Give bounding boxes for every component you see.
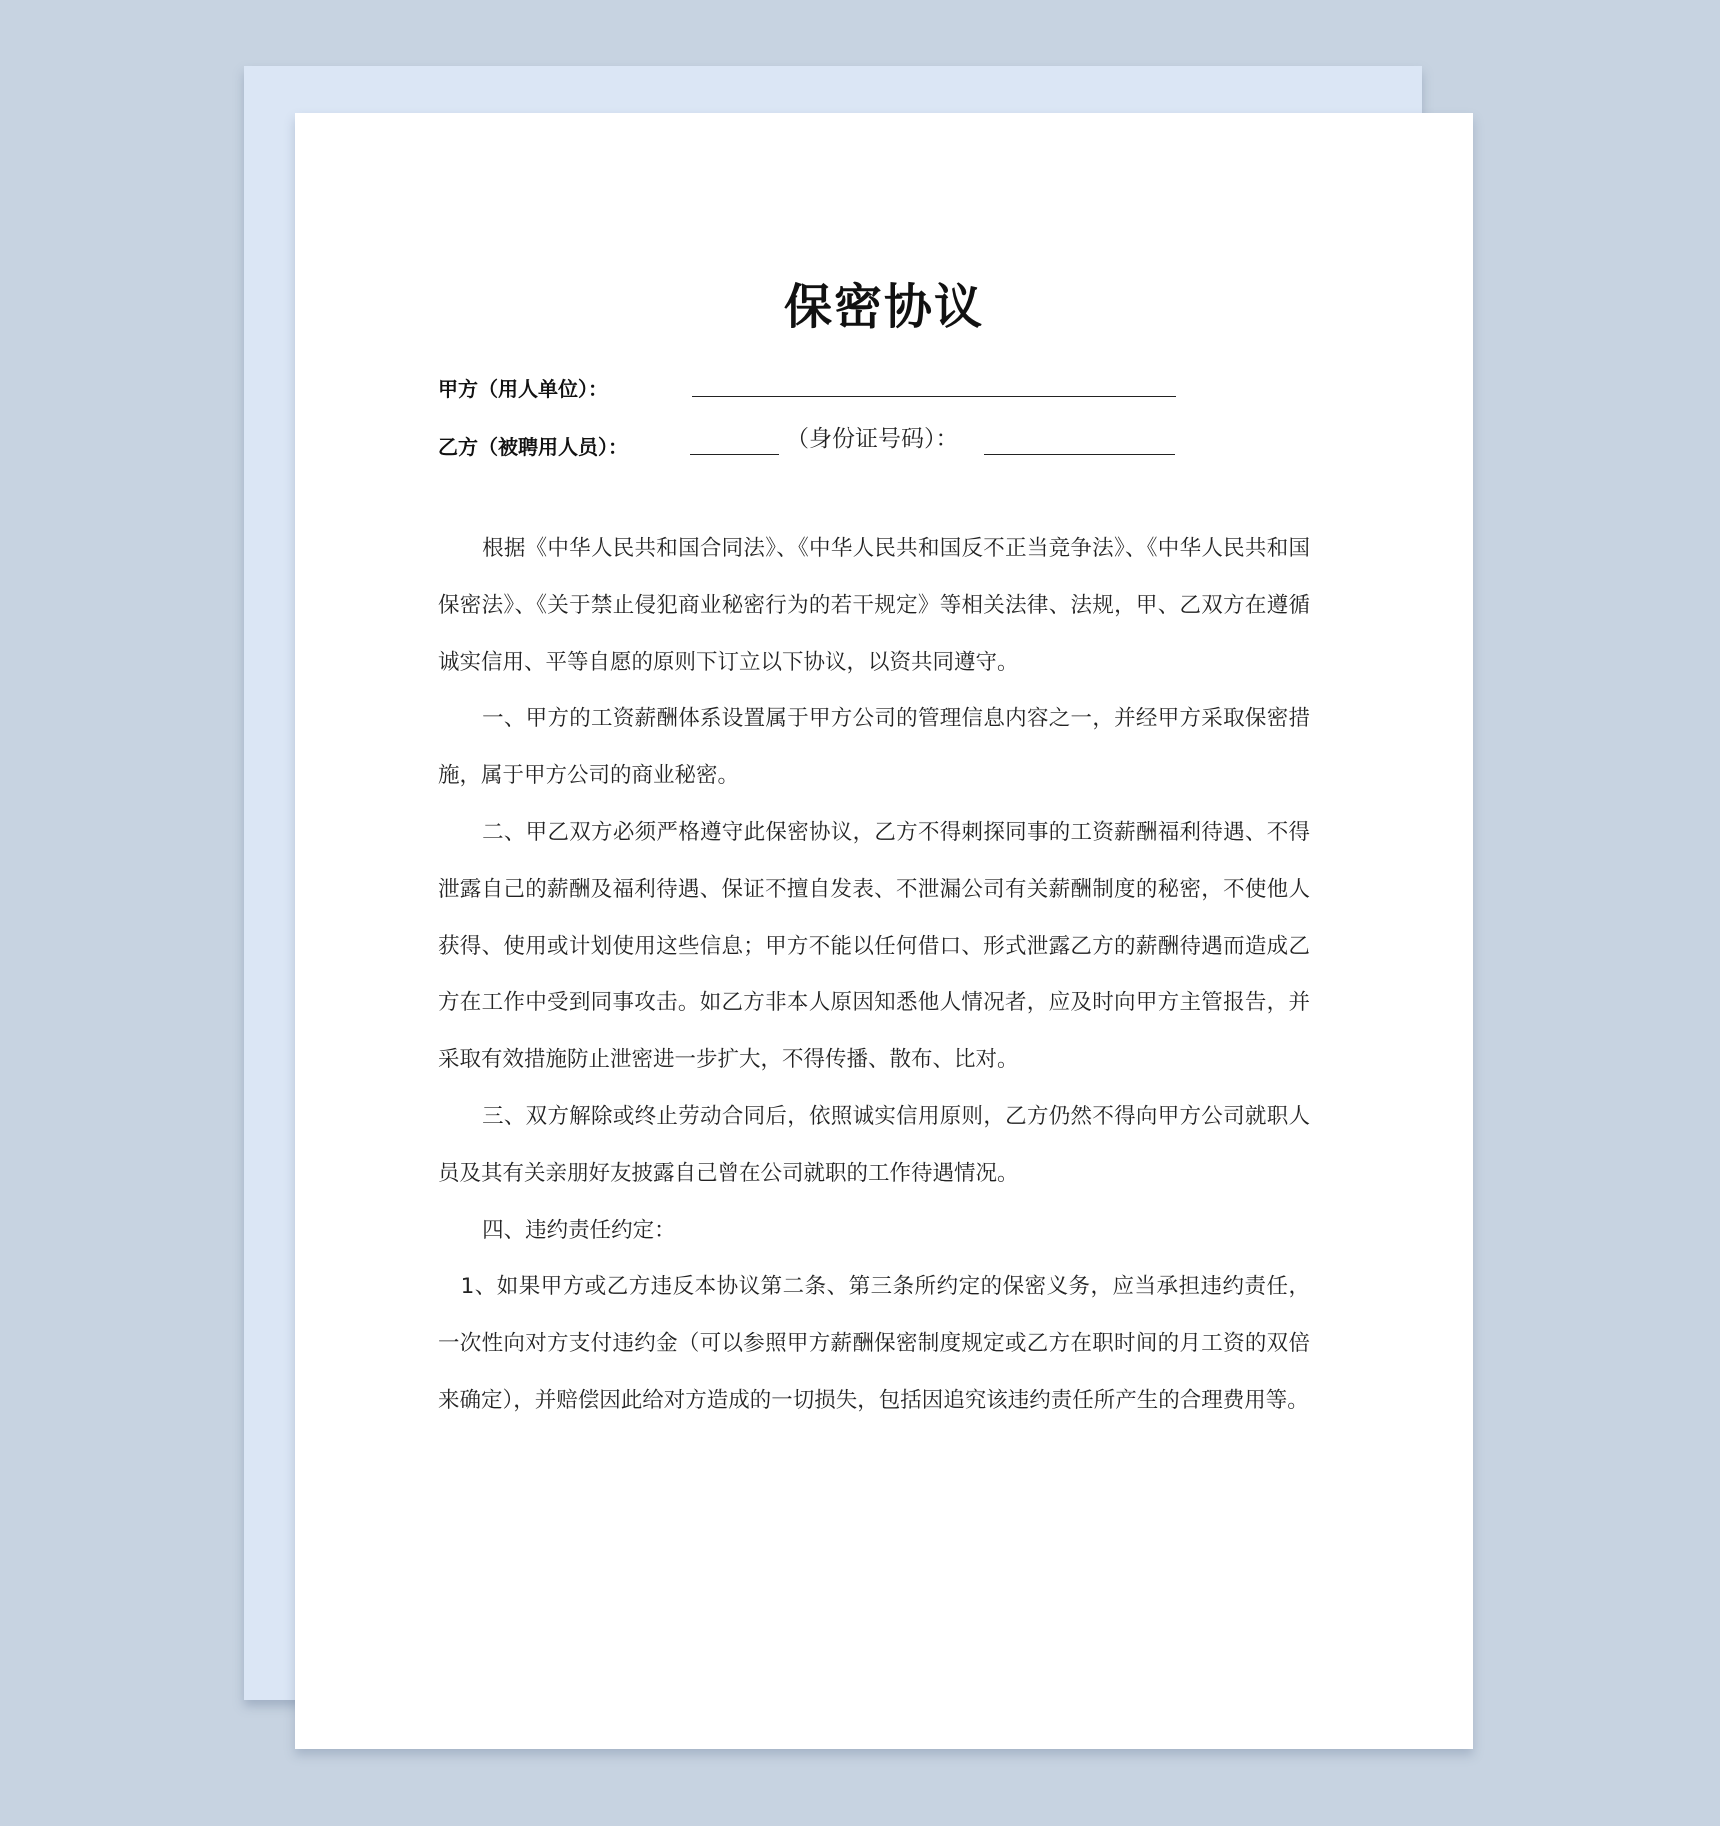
agreement-body [438,521,1310,1430]
document-page [295,113,1473,1749]
clause-1-paragraph: 一、甲方的工资薪酬体系设置属于甲方公司的管理信息内容之一，并经甲方采取保密措施，属于甲方公司的商业秘密。 [438,706,1310,789]
clause-4-heading: 四、违约责任约定： [482,1217,676,1243]
preamble-paragraph: 根据《中华人民共和国合同法》、《中华人民共和国反不正当竞争法》、《中华人民共和国保密法》、《关于禁止侵犯商业秘密行为的若干规定》等相关法律、法规，甲、乙双方在遵循诚实信用、平等自愿的原则下订立以下协议，以资共同遵守。 [438,536,1310,675]
clause-2-paragraph: 二、甲乙双方必须严格遵守此保密协议，乙方不得刺探同事的工资薪酬福利待遇、不得泄露自己的薪酬及福利待遇、保证不擅自发表、不泄漏公司有关薪酬制度的秘密，不使他人获得、使用或计划使用这些信息；甲方不能以任何借口、形式泄露乙方的薪酬待遇而造成乙方在工作中受到同事攻击。如乙方非本人原因知悉他人情况者，应及时向甲方主管报告，并采取有效措施防止泄密进一步扩大，不得传播、散布、比对。 [438,819,1310,1073]
party-b-label: 乙方（被聘用人员）： [438,435,628,459]
party-b-row [438,419,628,459]
id-number-blank-line [984,454,1175,455]
party-b-name-blank-line [690,454,779,455]
document-title: 保密协议 [783,279,984,335]
party-a-row [438,361,608,401]
party-a-blank-line [692,396,1176,397]
clause-4-item-1: 1、如果甲方或乙方违反本协议第二条、第三条所约定的保密义务，应当承担违约责任，一次性向对方支付违约金（可以参照甲方薪酬保密制度规定或乙方在职时间的月工资的双倍来确定），并赔偿因此给对方造成的一切损失，包括因追究该违约责任所产生的合理费用等。 [438,1274,1310,1413]
clause-3-paragraph: 三、双方解除或终止劳动合同后，依照诚实信用原则，乙方仍然不得向甲方公司就职人员及其有关亲朋好友披露自己曾在公司就职的工作待遇情况。 [438,1103,1310,1186]
id-number-label: （身份证号码）： [786,426,959,452]
party-a-label: 甲方（用人单位）： [438,377,608,401]
